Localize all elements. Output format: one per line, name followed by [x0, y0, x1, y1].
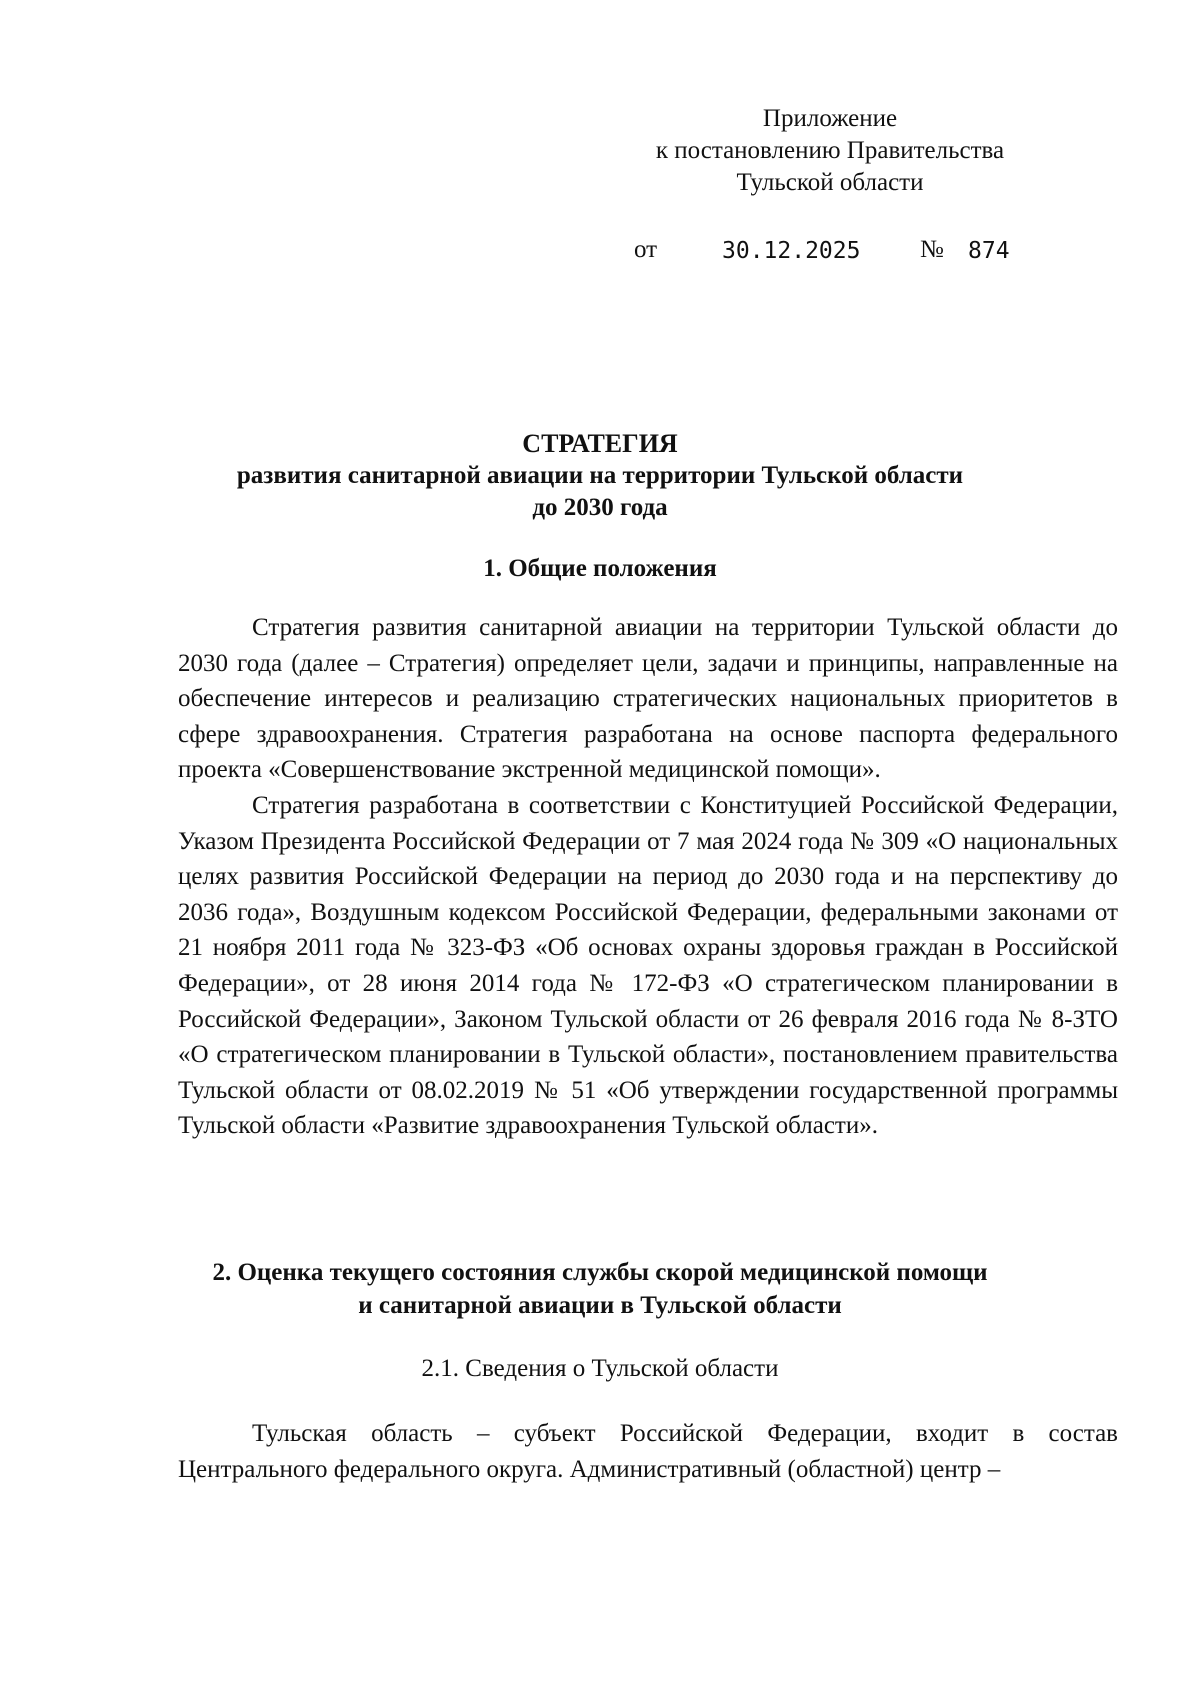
title-line-2: развития санитарной авиации на территории Тульской области — [236, 462, 964, 489]
section-2-heading-line-1: 2. Оценка текущего состояния службы скорой медицинской помощи — [212, 1259, 988, 1286]
registration-from-label: от — [634, 236, 658, 263]
section-2-paragraph-1: Тульская область – субъект Российской Федерации, входит в состав Центрального федерального округа. Административный (областной) центр – — [178, 1420, 1118, 1483]
appendix-line-2: к постановлению Правительства — [655, 137, 1005, 164]
section-1-paragraph-1: Стратегия развития санитарной авиации на территории Тульской области до 2030 года (далее – Стратегия) определяет цели, задачи и принципы, направленные на обеспечение интересов и реализацию стратегических национальных приоритетов в сфере здравоохранения. Стратегия разработана на основе паспорта федерального проекта «Совершенствование экстренной медицинской помощи». — [178, 614, 1118, 784]
section-1-paragraph-2: Стратегия разработана в соответствии с Конституцией Российской Федерации, Указом Президента Российской Федерации от 7 мая 2024 года № 309 «О национальных целях развития Российской Федерации на период до 2030 года и на перспективу до 2036 года», Воздушным кодексом Российской Федерации, федеральными законами от 21 ноября 2011 года № 323-ФЗ «Об основах охраны здоровья граждан в Российской Федерации», от 28 июня 2014 года № 172-ФЗ «О стратегическом планировании в Российской Федерации», Законом Тульской области от 26 февраля 2016 года № 8-ЗТО «О стратегическом планировании в Тульской области», постановлением правительства Тульской области от 08.02.2019 № 51 «Об утверждении государственной программы Тульской области «Развитие здравоохранения Тульской области». — [178, 791, 1118, 1140]
registration-date: 30.12.2025 — [722, 238, 861, 264]
section-2-heading — [100, 1256, 1100, 1322]
appendix-line-3: Тульской области — [736, 169, 924, 196]
subsection-2-1-heading: 2.1. Сведения о Тульской области — [421, 1355, 779, 1382]
appendix-header — [600, 103, 1060, 199]
title-line-3: до 2030 года — [532, 494, 668, 521]
registration-number-label: № — [920, 236, 944, 263]
section-1-body — [178, 610, 1118, 1144]
registration-line — [0, 236, 1200, 270]
title-main: СТРАТЕГИЯ — [522, 429, 678, 458]
registration-number: 874 — [968, 238, 1010, 264]
appendix-line-1: Приложение — [762, 105, 898, 132]
section-2-heading-line-2: и санитарной авиации в Тульской области — [358, 1292, 842, 1319]
document-title — [100, 428, 1100, 524]
section-1-heading: 1. Общие положения — [483, 555, 717, 582]
section-2-body — [178, 1416, 1118, 1487]
